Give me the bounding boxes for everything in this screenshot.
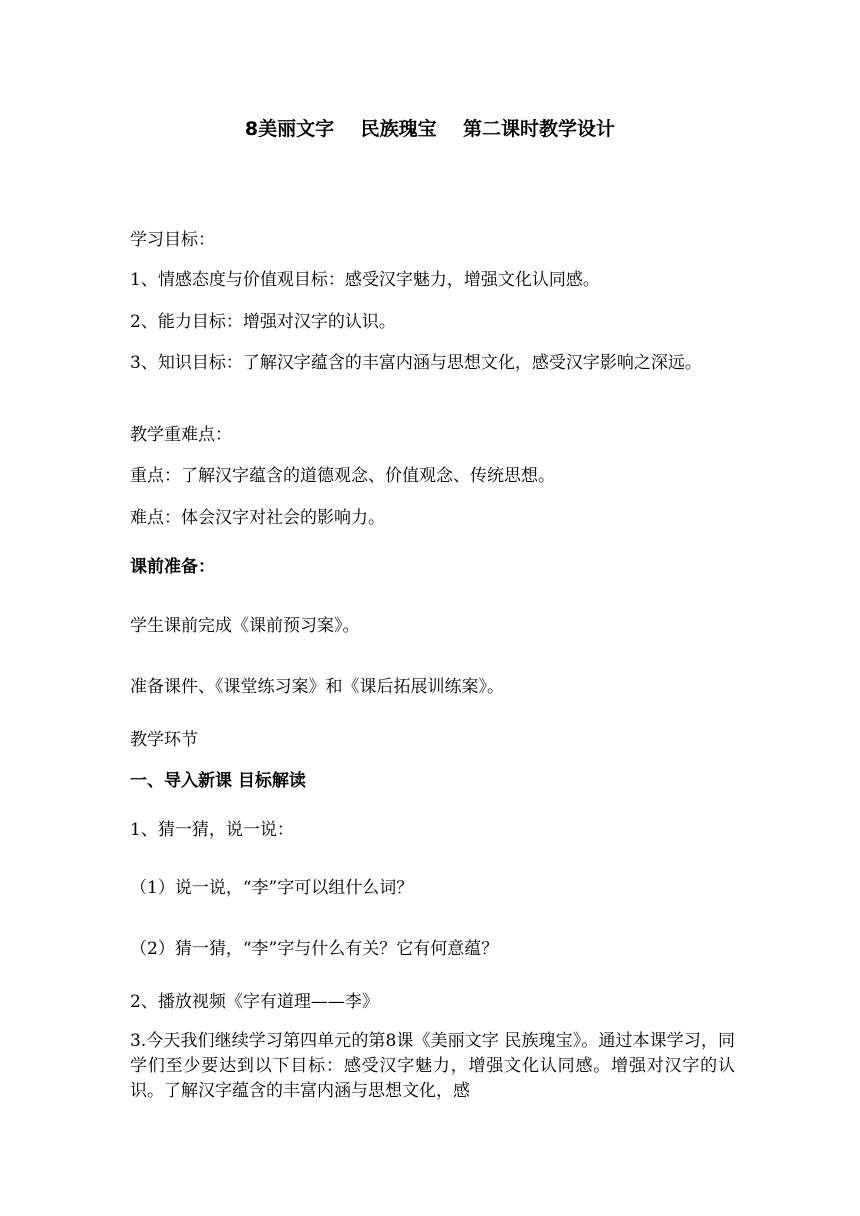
objective-item-1: 1、情感态度与价值观目标：感受汉字魅力，增强文化认同感。 [130, 270, 600, 290]
objectives-heading: 学习目标： [130, 230, 215, 250]
objective-item-3: 3、知识目标：了解汉字蕴含的丰富内涵与思想文化，感受汉字影响之深远。 [130, 353, 702, 373]
key-point-difficulty: 难点：体会汉字对社会的影响力。 [130, 508, 385, 528]
section-1-step-3: 3.今天我们继续学习第四单元的第8课《美丽文字 民族瑰宝》。通过本课学习，同学们至少要达到以下目标：感受汉字魅力，增强文化认同感。增强对汉字的认识。了解汉字蕴含的丰富内涵与思想文化，感 [130, 1031, 735, 1101]
process-heading: 教学环节 [130, 730, 198, 750]
preparation-student: 学生课前完成《课前预习案》。 [130, 616, 360, 636]
section-1-question-2: （2）猜一猜，“李”字与什么有关？它有何意蕴？ [130, 939, 499, 959]
section-1-step-2: 2、播放视频《字有道理——李》 [130, 992, 379, 1012]
preparation-heading: 课前准备： [130, 557, 215, 577]
document-title: 8美丽文字 民族瑰宝 第二课时教学设计 [244, 118, 616, 140]
preparation-teacher: 准备课件、《课堂练习案》和《课后拓展训练案》。 [130, 677, 504, 697]
section-1-step-1: 1、猜一猜，说一说： [130, 820, 294, 840]
key-point-focus: 重点：了解汉字蕴含的道德观念、价值观念、传统思想。 [130, 466, 555, 486]
section-1-heading: 一、导入新课 目标解读 [130, 771, 306, 791]
section-1-question-1: （1）说一说，“李”字可以组什么词？ [130, 878, 414, 898]
objective-item-2: 2、能力目标：增强对汉字的认识。 [130, 312, 396, 332]
key-points-heading: 教学重难点： [130, 425, 232, 445]
